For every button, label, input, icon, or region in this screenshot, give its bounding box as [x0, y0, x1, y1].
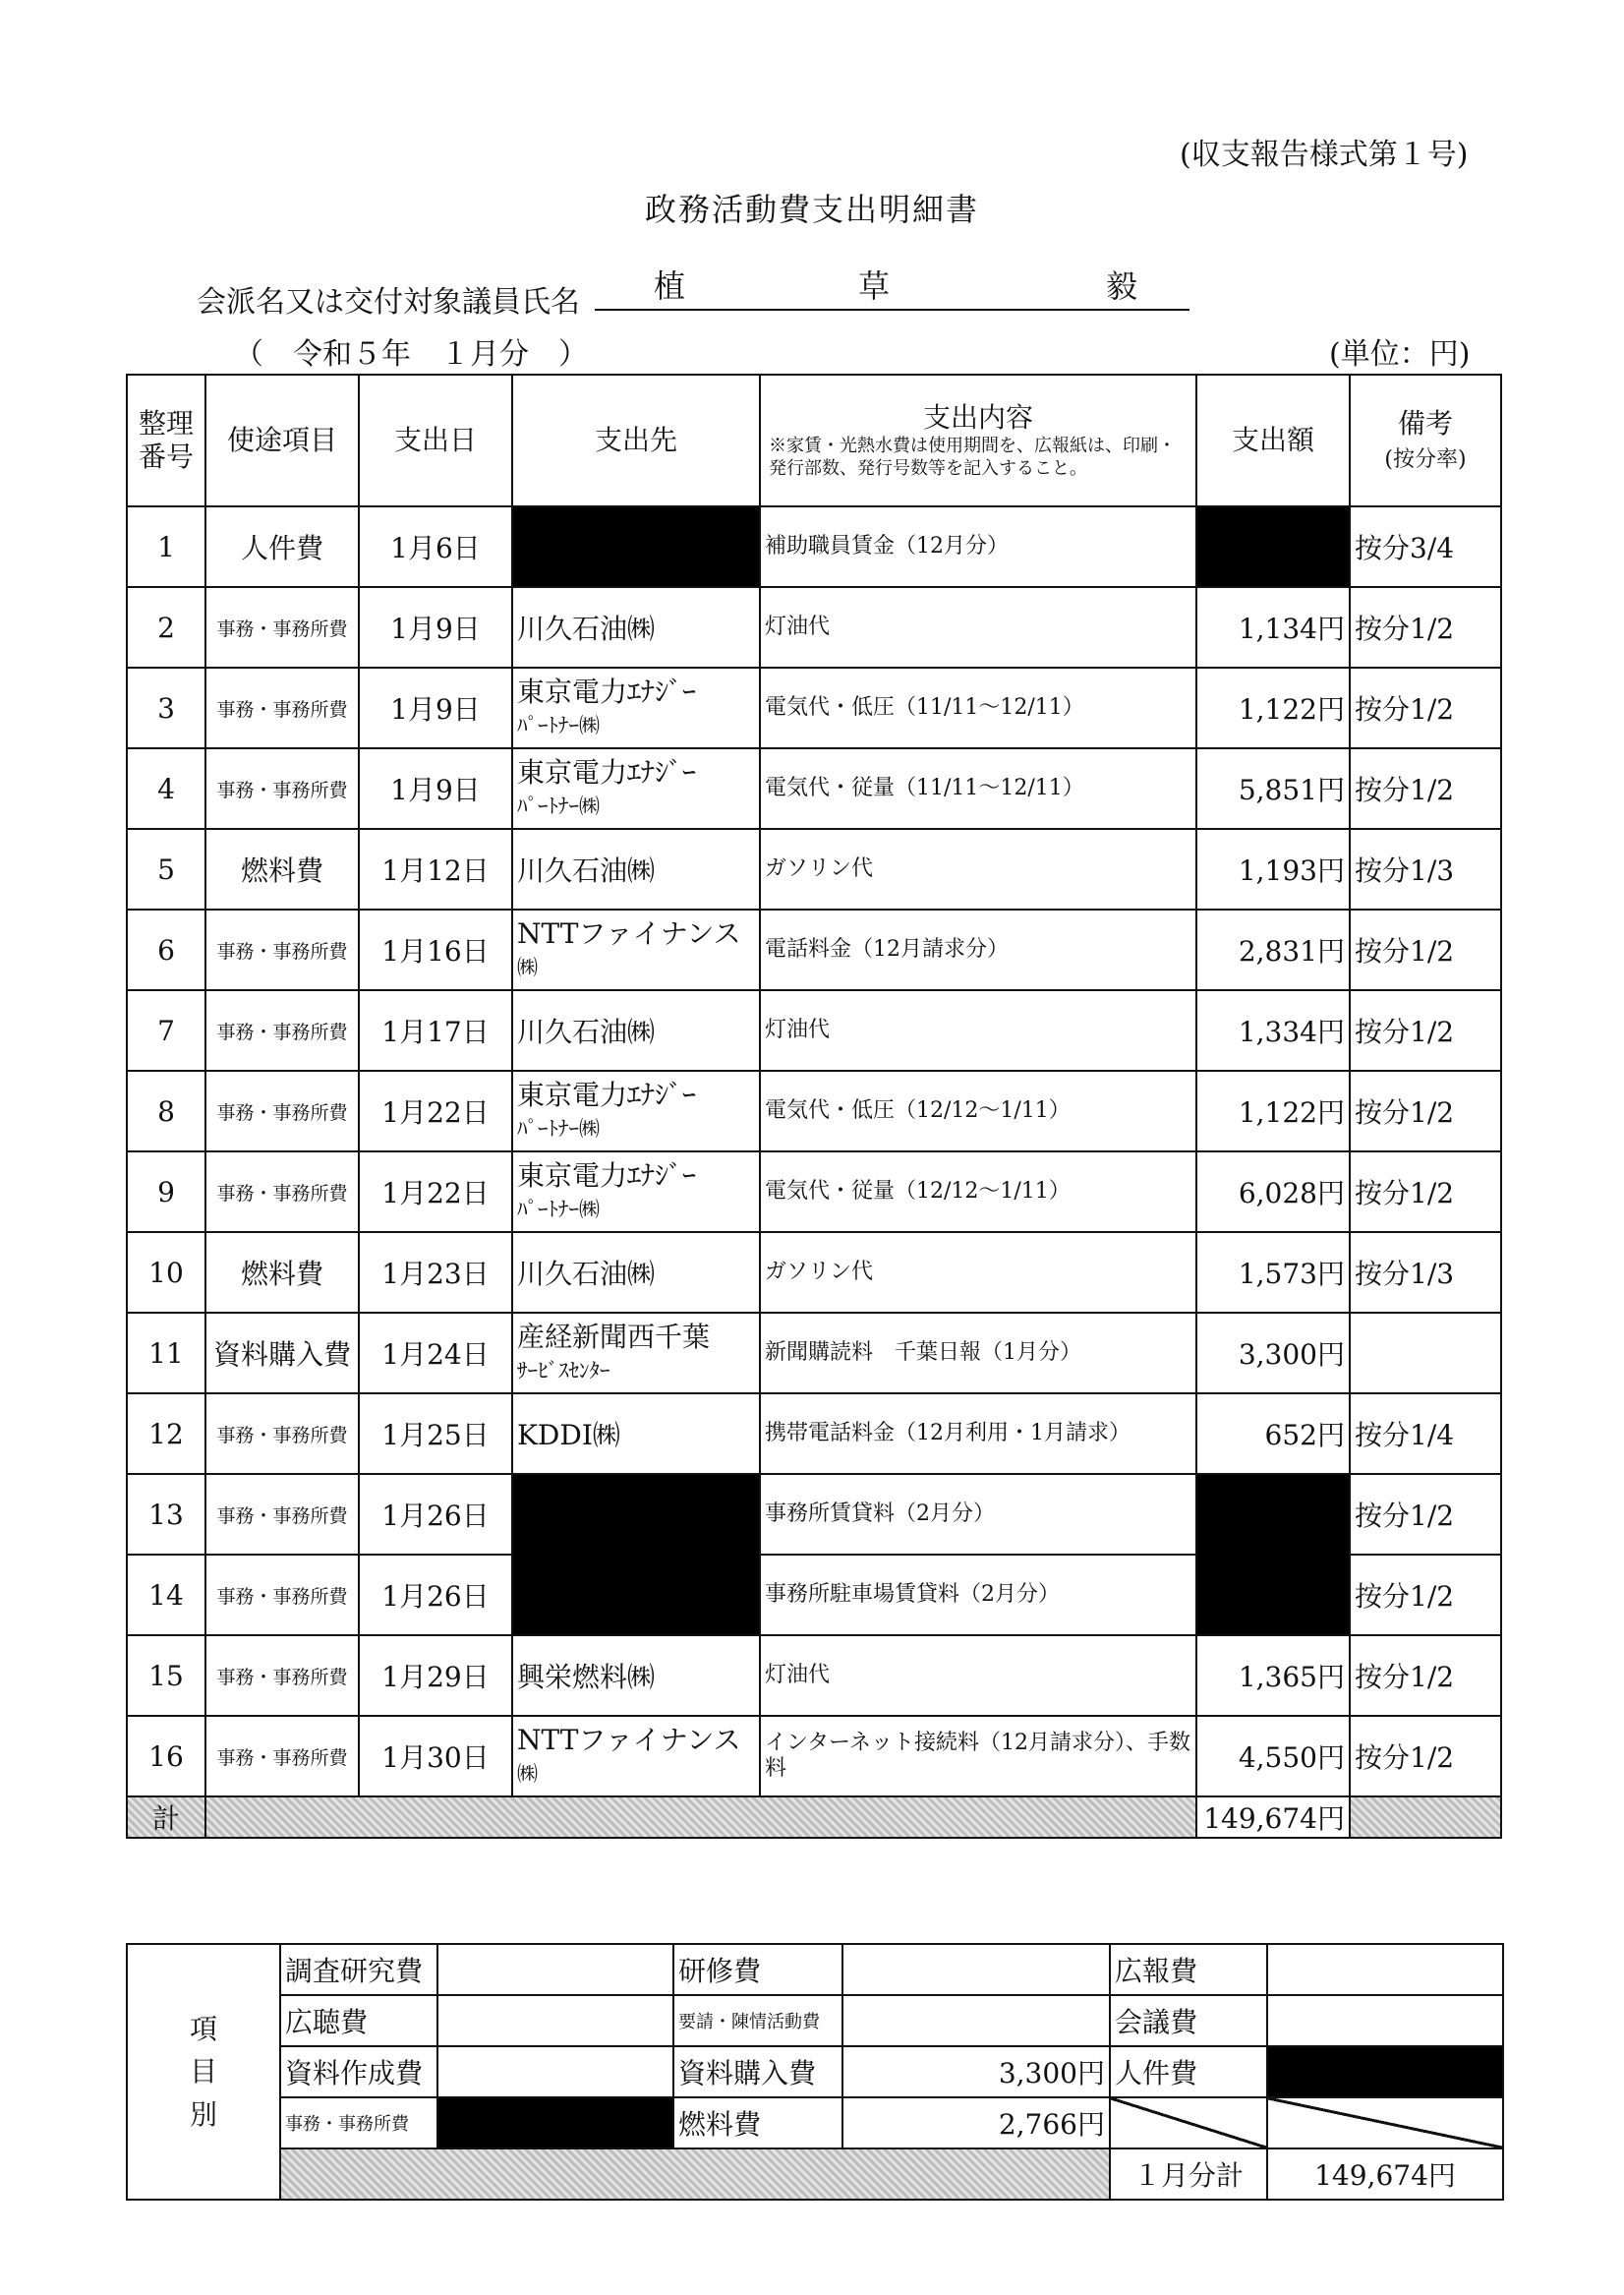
row-no: 9 [127, 1151, 205, 1232]
row-content: 新聞購読料 千葉日報（1月分） [760, 1313, 1196, 1393]
row-amount: 2,831円 [1196, 910, 1350, 990]
row-amount: 652円 [1196, 1393, 1350, 1474]
table-row [127, 829, 1501, 910]
row-content: ガソリン代 [760, 1232, 1196, 1313]
row-category: 事務・事務所費 [205, 1716, 359, 1796]
row-amount: 1,334円 [1196, 990, 1350, 1071]
amount-redacted [1196, 1474, 1350, 1635]
row-no: 10 [127, 1232, 205, 1313]
table-row [127, 1071, 1501, 1151]
summary-side-label [127, 1944, 280, 2200]
row-content: 電気代・従量（11/11～12/11） [760, 748, 1196, 829]
header-no: 整理番号 [127, 375, 205, 506]
summary-side-label-text: 項 目 別 [189, 2012, 217, 2131]
row-amount: 1,134円 [1196, 587, 1350, 668]
payee: 東京電力ｴﾅｼﾞｰ [517, 1078, 697, 1111]
table-row [127, 990, 1501, 1071]
payee-redacted [512, 1474, 760, 1635]
row-remarks: 按分1/2 [1350, 1635, 1501, 1716]
summary-research-label: 調査研究費 [280, 1944, 437, 1995]
total-gray-fill [205, 1796, 1196, 1838]
payee: NTTファイナンス [517, 916, 741, 950]
summary-research-amount [437, 1944, 673, 1995]
row-category: 人件費 [205, 506, 359, 587]
summary-doc-purchase-label: 資料購入費 [673, 2046, 842, 2097]
summary-doc-purchase-amount: 3,300円 [842, 2046, 1110, 2097]
row-remarks: 按分1/2 [1350, 990, 1501, 1071]
row-amount: 1,193円 [1196, 829, 1350, 910]
table-row [127, 1232, 1501, 1313]
row-no: 13 [127, 1474, 205, 1555]
row-date: 1月22日 [359, 1071, 512, 1151]
table-row [127, 668, 1501, 748]
row-date: 1月6日 [359, 506, 512, 587]
payee-cell [512, 1716, 760, 1796]
row-remarks: 按分1/2 [1350, 1151, 1501, 1232]
summary-fuel-amount: 2,766円 [842, 2097, 1110, 2148]
row-content: 灯油代 [760, 1635, 1196, 1716]
row-content: インターネット接続料（12月請求分）、手数料 [760, 1716, 1196, 1796]
summary-petition-label: 要請・陳情活動費 [673, 1995, 842, 2046]
payee-line2: ﾊﾟｰﾄﾅｰ㈱ [517, 794, 600, 818]
member-name-char-3: 毅 [1106, 267, 1138, 305]
total-remarks-fill [1350, 1796, 1501, 1838]
summary-pr-amount [1267, 1944, 1503, 1995]
summary-gray-fill [280, 2148, 1110, 2200]
row-amount: 1,122円 [1196, 668, 1350, 748]
payee-line2: ﾊﾟｰﾄﾅｰ㈱ [517, 1117, 600, 1141]
row-category: 事務・事務所費 [205, 1071, 359, 1151]
payee: 川久石油㈱ [512, 990, 760, 1071]
row-content: 携帯電話料金（12月利用・1月請求） [760, 1393, 1196, 1474]
row-content: 電気代・低圧（12/12～1/11） [760, 1071, 1196, 1151]
row-amount: 1,365円 [1196, 1635, 1350, 1716]
expense-table [126, 374, 1502, 1839]
row-category: 燃料費 [205, 1232, 359, 1313]
header-amount: 支出額 [1196, 375, 1350, 506]
row-date: 1月9日 [359, 748, 512, 829]
row-remarks: 按分1/2 [1350, 1716, 1501, 1796]
row-content: 灯油代 [760, 587, 1196, 668]
header-category: 使途項目 [205, 375, 359, 506]
row-date: 1月16日 [359, 910, 512, 990]
row-remarks: 按分1/2 [1350, 910, 1501, 990]
summary-hearing-label: 広聴費 [280, 1995, 437, 2046]
header-content-title: 支出内容 [922, 400, 1033, 434]
row-category: 資料購入費 [205, 1313, 359, 1393]
row-date: 1月25日 [359, 1393, 512, 1474]
payee-cell [512, 1313, 760, 1393]
summary-doc-creation-amount [437, 2046, 673, 2097]
row-content: 事務所駐車場賃貸料（2月分） [760, 1555, 1196, 1635]
summary-hearing-amount [437, 1995, 673, 2046]
row-no: 15 [127, 1635, 205, 1716]
row-content: 補助職員賃金（12月分） [760, 506, 1196, 587]
summary-month-total-amount: 149,674円 [1267, 2148, 1503, 2200]
summary-petition-amount [842, 1995, 1110, 2046]
row-no: 2 [127, 587, 205, 668]
document-title: 政務活動費支出明細書 [644, 191, 979, 228]
row-no: 12 [127, 1393, 205, 1474]
header-remarks [1350, 375, 1501, 506]
row-no: 3 [127, 668, 205, 748]
row-category: 事務・事務所費 [205, 1555, 359, 1635]
header-remarks-title: 備考 [1397, 407, 1453, 441]
total-row [127, 1796, 1501, 1838]
row-date: 1月12日 [359, 829, 512, 910]
summary-personnel-amount-redacted [1267, 2046, 1503, 2097]
row-no: 4 [127, 748, 205, 829]
row-date: 1月22日 [359, 1151, 512, 1232]
row-content: 事務所賃貸料（2月分） [760, 1474, 1196, 1555]
row-amount: 5,851円 [1196, 748, 1350, 829]
row-date: 1月9日 [359, 668, 512, 748]
payee-line2: ﾊﾟｰﾄﾅｰ㈱ [517, 714, 600, 737]
row-no: 6 [127, 910, 205, 990]
row-category: 事務・事務所費 [205, 1474, 359, 1555]
row-content: 電話料金（12月請求分） [760, 910, 1196, 990]
row-category: 事務・事務所費 [205, 1151, 359, 1232]
summary-fuel-label: 燃料費 [673, 2097, 842, 2148]
row-amount: 3,300円 [1196, 1313, 1350, 1393]
row-remarks: 按分1/2 [1350, 1555, 1501, 1635]
row-no: 5 [127, 829, 205, 910]
amount-redacted [1196, 506, 1350, 587]
payee-line2: ㈱ [517, 956, 538, 979]
summary-meeting-amount [1267, 1995, 1503, 2046]
row-date: 1月23日 [359, 1232, 512, 1313]
unit-label: (単位：円) [1329, 337, 1471, 372]
row-date: 1月29日 [359, 1635, 512, 1716]
row-amount: 1,573円 [1196, 1232, 1350, 1313]
row-remarks: 按分1/2 [1350, 587, 1501, 668]
payee: 川久石油㈱ [512, 1232, 760, 1313]
row-amount: 1,122円 [1196, 1071, 1350, 1151]
summary-office-label: 事務・事務所費 [280, 2097, 437, 2148]
row-content: 灯油代 [760, 990, 1196, 1071]
row-category: 事務・事務所費 [205, 1393, 359, 1474]
row-category: 事務・事務所費 [205, 748, 359, 829]
payee: KDDI㈱ [512, 1393, 760, 1474]
table-row [127, 506, 1501, 587]
row-remarks: 按分1/2 [1350, 1474, 1501, 1555]
member-name-line [595, 269, 1189, 311]
row-amount: 4,550円 [1196, 1716, 1350, 1796]
row-category: 事務・事務所費 [205, 587, 359, 668]
payee: 川久石油㈱ [512, 587, 760, 668]
row-no: 7 [127, 990, 205, 1071]
summary-personnel-label: 人件費 [1110, 2046, 1267, 2097]
row-date: 1月26日 [359, 1555, 512, 1635]
summary-pr-label: 広報費 [1110, 1944, 1267, 1995]
row-remarks: 按分1/4 [1350, 1393, 1501, 1474]
summary-training-label: 研修費 [673, 1944, 842, 1995]
header-content-note: ※家賃・光熱水費は使用期間を、広報紙は、印刷・発行部数、発行号数等を記入すること。 [769, 436, 1176, 479]
payee-line2: ﾊﾟｰﾄﾅｰ㈱ [517, 1198, 600, 1221]
row-no: 8 [127, 1071, 205, 1151]
row-remarks [1350, 1313, 1501, 1393]
payee-cell [512, 668, 760, 748]
summary-office-amount-redacted [437, 2097, 673, 2148]
table-row [127, 910, 1501, 990]
report-period: （ 令和５年 １月分 ） [234, 337, 588, 372]
row-remarks: 按分1/2 [1350, 748, 1501, 829]
row-category: 事務・事務所費 [205, 990, 359, 1071]
row-content: 電気代・低圧（11/11～12/11） [760, 668, 1196, 748]
total-label: 計 [127, 1796, 205, 1838]
total-amount: 149,674円 [1196, 1796, 1350, 1838]
row-remarks: 按分1/2 [1350, 668, 1501, 748]
row-remarks: 按分1/3 [1350, 829, 1501, 910]
payee: NTTファイナンス [517, 1723, 741, 1756]
category-summary-table [126, 1943, 1504, 2201]
summary-doc-creation-label: 資料作成費 [280, 2046, 437, 2097]
summary-training-amount [842, 1944, 1110, 1995]
payee: 東京電力ｴﾅｼﾞｰ [517, 755, 697, 789]
row-content: 電気代・従量（12/12～1/11） [760, 1151, 1196, 1232]
payee: 川久石油㈱ [512, 829, 760, 910]
row-no: 16 [127, 1716, 205, 1796]
table-row [127, 1313, 1501, 1393]
row-content: ガソリン代 [760, 829, 1196, 910]
table-row [127, 1474, 1501, 1555]
member-name-char-1: 植 [654, 267, 686, 305]
row-no: 14 [127, 1555, 205, 1635]
summary-empty-diagonal-2 [1267, 2097, 1503, 2148]
payee-cell [512, 1071, 760, 1151]
payee-cell [512, 748, 760, 829]
row-date: 1月9日 [359, 587, 512, 668]
row-remarks: 按分1/2 [1350, 1071, 1501, 1151]
payee-cell [512, 1151, 760, 1232]
table-row [127, 748, 1501, 829]
row-no: 11 [127, 1313, 205, 1393]
table-header-row [127, 375, 1501, 506]
row-category: 燃料費 [205, 829, 359, 910]
table-row [127, 1393, 1501, 1474]
summary-month-total-label: １月分計 [1110, 2148, 1267, 2200]
header-remarks-sub: (按分率) [1384, 447, 1467, 472]
member-label: 会派名又は交付対象議員氏名 [197, 285, 580, 320]
payee: 東京電力ｴﾅｼﾞｰ [517, 1158, 697, 1192]
payee-line2: ㈱ [517, 1762, 538, 1786]
row-category: 事務・事務所費 [205, 910, 359, 990]
payee-cell [512, 910, 760, 990]
row-remarks: 按分3/4 [1350, 506, 1501, 587]
row-date: 1月24日 [359, 1313, 512, 1393]
table-row [127, 1635, 1501, 1716]
table-row [127, 587, 1501, 668]
row-date: 1月26日 [359, 1474, 512, 1555]
row-amount: 6,028円 [1196, 1151, 1350, 1232]
payee-redacted [512, 506, 760, 587]
header-date: 支出日 [359, 375, 512, 506]
row-no: 1 [127, 506, 205, 587]
table-row [127, 1716, 1501, 1796]
payee: 産経新聞西千葉 [517, 1320, 711, 1353]
table-row [127, 1151, 1501, 1232]
row-date: 1月30日 [359, 1716, 512, 1796]
header-payee: 支出先 [512, 375, 760, 506]
form-number: (収支報告様式第１号) [1180, 138, 1469, 172]
member-name-char-2: 草 [858, 267, 891, 305]
payee: 東京電力ｴﾅｼﾞｰ [517, 675, 697, 708]
row-category: 事務・事務所費 [205, 1635, 359, 1716]
header-content [760, 375, 1196, 506]
row-category: 事務・事務所費 [205, 668, 359, 748]
row-remarks: 按分1/3 [1350, 1232, 1501, 1313]
summary-meeting-label: 会議費 [1110, 1995, 1267, 2046]
summary-empty-diagonal-1 [1110, 2097, 1267, 2148]
payee: 興栄燃料㈱ [512, 1635, 760, 1716]
payee-line2: ｻｰﾋﾞｽｾﾝﾀｰ [517, 1359, 610, 1383]
row-date: 1月17日 [359, 990, 512, 1071]
